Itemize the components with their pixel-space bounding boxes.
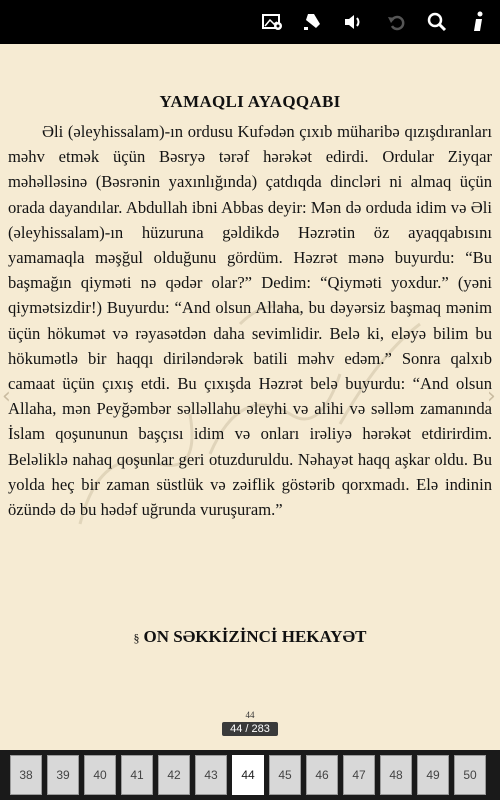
thumbnail-38[interactable]: 38 <box>10 755 42 795</box>
info-icon[interactable] <box>464 6 494 38</box>
page-counter: 44 / 283 <box>222 722 278 736</box>
next-page-arrow-icon[interactable]: › <box>487 384 496 409</box>
top-toolbar <box>0 0 500 44</box>
section-heading <box>0 627 500 647</box>
story-paragraph: Əli (əleyhissalam)-ın ordusu Kufədən çıxıb müharibə qızışdıranları məhv etmək üçün Bəsryə tərəf hərəkət edirdi. Ordular Ziyqar məhəlləsinə (Bəsrənin yaxınlığında) çatdıqda dincləri ni almaq üçün orada dayandılar. Abdullah ibni Abbas deyir: Mən də orduda idim və Əli (əleyhissalam)-ın hüzuruna gəldikdə Həzrətin öz ayaqqabısını yamamaqla məşğul olduğunu gördüm. Həzrət mənə buyurdu: “Bu başmağın qiyməti nə qədər olar?” Dedim: “Qiyməti yoxdur.” (yəni qiymətsizdir!) Buyurdu: “And olsun Allaha, bu dəyərsiz başmaq mənim üçün hökumət və rəyasətdən daha sevimlidir. Belə ki, eləyə bilim bu hökumətlə bir haqqı diriləndərək batili məhv edəm.” Sonra qalxıb camaat üçün çıxış etdi. Bu çıxışda Həzrət belə buyurdu: “And olsun Allaha, mən Peyğəmbər səlləllahu əleyhi və alihi və səlləm zamanında İslam qoşununun başçısı idim və onları irəliyə hərəkət etdirirdim. Beləliklə nahaq qoşunlar geri otuzduruldu. Nəhayət haqq aşkar oldu. Bu yolda heç bir zaman süstlük və zəiflik göstərib qorxmadı. Elə indinin özündə də bu hədəf uğrunda vuruşuram.” <box>8 122 492 520</box>
thumbnail-49[interactable]: 49 <box>417 755 449 795</box>
thumbnail-bar <box>0 750 500 800</box>
thumbnail-40[interactable]: 40 <box>84 755 116 795</box>
page-number: 44 <box>245 710 255 720</box>
search-icon[interactable] <box>422 6 452 38</box>
section-heading-text: ON SƏKKİZİNCİ HEKAYƏT <box>143 627 367 646</box>
prev-page-arrow-icon[interactable]: ‹ <box>2 384 11 409</box>
story-title: YAMAQLI AYAQQABI <box>159 92 341 111</box>
book-page[interactable] <box>0 44 500 750</box>
section-mark: § <box>133 631 140 645</box>
thumbnail-43[interactable]: 43 <box>195 755 227 795</box>
volume-icon[interactable] <box>339 6 369 38</box>
thumbnail-42[interactable]: 42 <box>158 755 190 795</box>
thumbnail-48[interactable]: 48 <box>380 755 412 795</box>
thumbnail-41[interactable]: 41 <box>121 755 153 795</box>
bookmark-pen-icon[interactable] <box>297 6 327 38</box>
thumbnail-47[interactable]: 47 <box>343 755 375 795</box>
thumbnail-50[interactable]: 50 <box>454 755 486 795</box>
thumbnail-44-active[interactable]: 44 <box>232 755 264 795</box>
thumbnail-45[interactable]: 45 <box>269 755 301 795</box>
image-settings-icon[interactable] <box>258 6 288 38</box>
undo-icon[interactable] <box>381 6 411 38</box>
thumbnail-46[interactable]: 46 <box>306 755 338 795</box>
thumbnail-39[interactable]: 39 <box>47 755 79 795</box>
